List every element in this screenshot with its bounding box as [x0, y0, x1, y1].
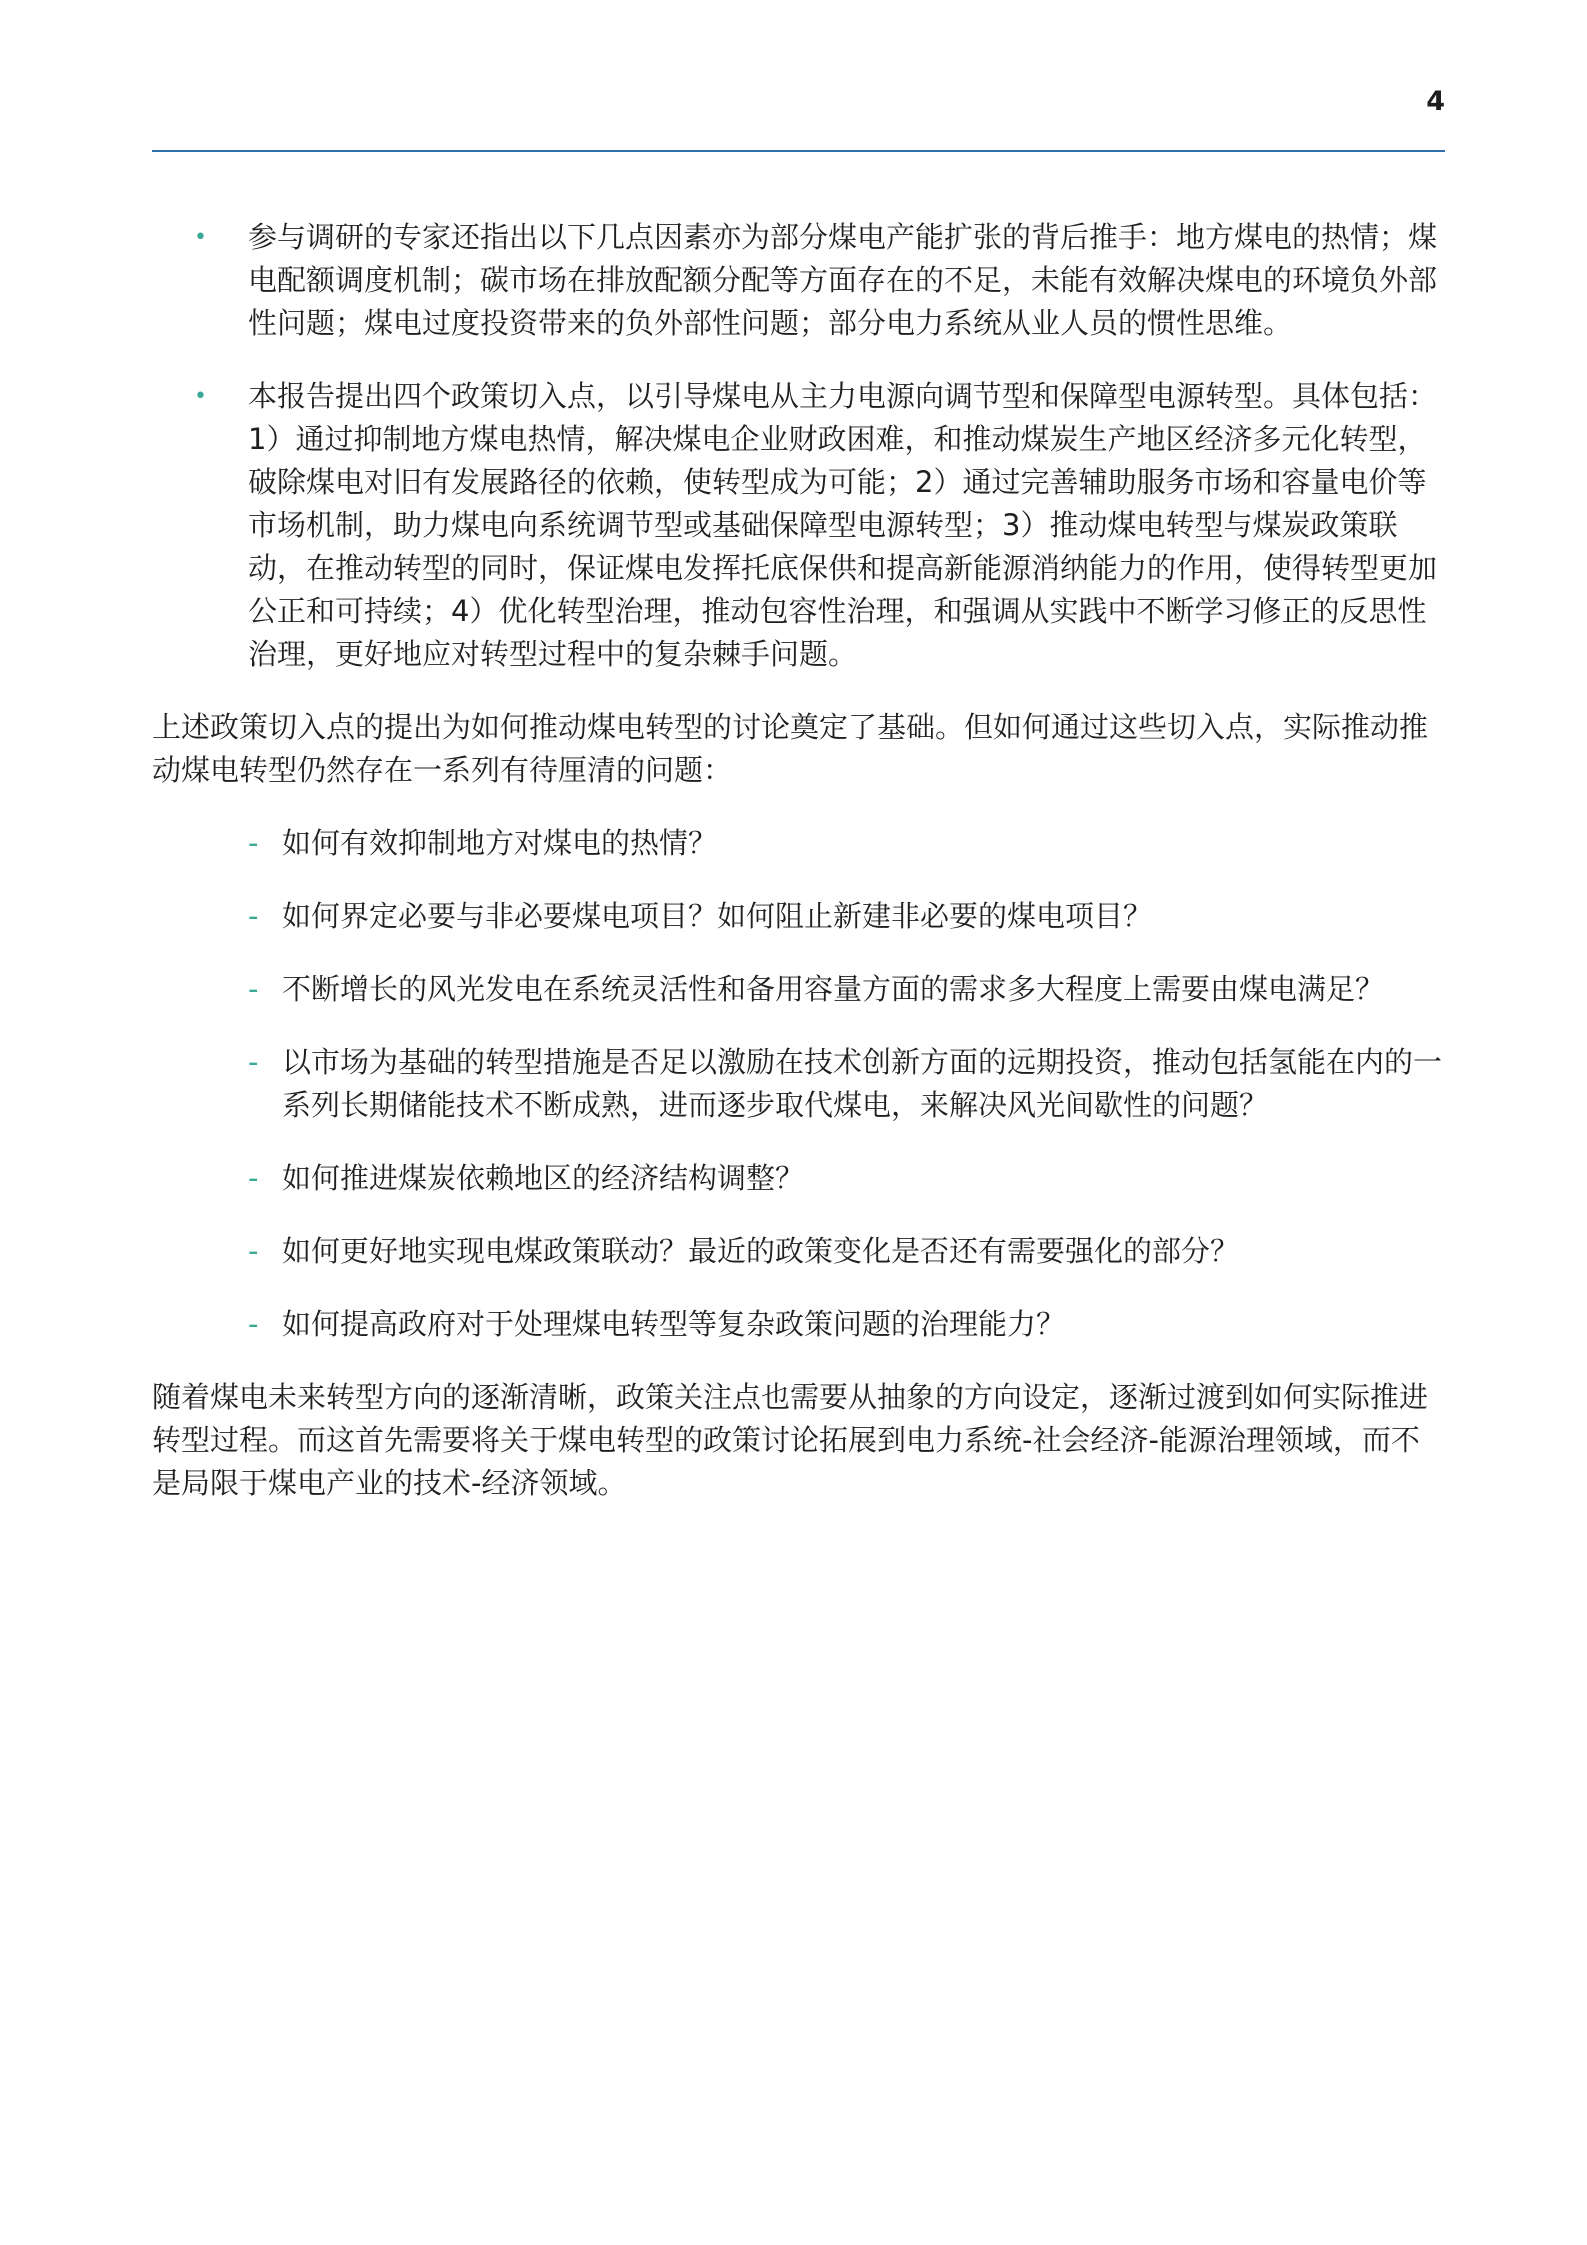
bullet-text: 本报告提出四个政策切入点，以引导煤电从主力电源向调节型和保障型电源转型。具体包括：1）通过抑制地方煤电热情，解决煤电企业财政困难，和推动煤炭生产地区经济多元化转型，破除煤电对旧有发展路径的依赖，使转型成为可能；2）通过完善辅助服务市场和容量电价等市场机制，助力煤电向系统调节型或基础保障型电源转型；3）推动煤电转型与煤炭政策联动，在推动转型的同时，保证煤电发挥托底保供和提高新能源消纳能力的作用，使得转型更加公正和可持续；4）优化转型治理，推动包容性治理，和强调从实践中不断学习修正的反思性治理，更好地应对转型过程中的复杂棘手问题。	[248, 379, 1438, 671]
bullet-item	[152, 216, 1445, 345]
dash-icon: -	[248, 1307, 259, 1341]
dash-icon: -	[248, 972, 259, 1006]
question-item	[152, 822, 1445, 865]
question-item	[152, 1230, 1445, 1273]
intro-paragraph: 上述政策切入点的提出为如何推动煤电转型的讨论奠定了基础。但如何通过这些切入点，实际推动推动煤电转型仍然存在一系列有待厘清的问题：	[152, 710, 1429, 787]
bullet-text: 参与调研的专家还指出以下几点因素亦为部分煤电产能扩张的背后推手：地方煤电的热情；煤电配额调度机制；碳市场在排放配额分配等方面存在的不足，未能有效解决煤电的环境负外部性问题；煤电过度投资带来的负外部性问题；部分电力系统从业人员的惯性思维。	[248, 220, 1438, 340]
dash-icon: -	[248, 1045, 259, 1079]
question-text: 如何更好地实现电煤政策联动？最近的政策变化是否还有需要强化的部分？	[282, 1234, 1240, 1268]
dash-icon: -	[248, 826, 259, 860]
question-item	[152, 1041, 1445, 1127]
header-divider	[152, 150, 1445, 152]
key-findings-list	[152, 216, 1445, 676]
question-text: 如何有效抑制地方对煤电的热情？	[282, 826, 718, 860]
dash-icon: -	[248, 1161, 259, 1195]
question-text: 如何推进煤炭依赖地区的经济结构调整？	[282, 1161, 805, 1195]
question-item	[152, 1303, 1445, 1346]
bullet-dot-icon: •	[194, 384, 207, 409]
question-text: 不断增长的风光发电在系统灵活性和备用容量方面的需求多大程度上需要由煤电满足？	[282, 972, 1385, 1006]
question-text: 以市场为基础的转型措施是否足以激励在技术创新方面的远期投资，推动包括氢能在内的一系列长期储能技术不断成熟，进而逐步取代煤电，来解决风光间歇性的问题？	[282, 1045, 1443, 1122]
question-text: 如何界定必要与非必要煤电项目？如何阻止新建非必要的煤电项目？	[282, 899, 1153, 933]
page-content	[152, 216, 1445, 1535]
question-item	[152, 968, 1445, 1011]
bullet-dot-icon: •	[194, 225, 207, 250]
page-number: 4	[1426, 86, 1445, 117]
question-item	[152, 895, 1445, 938]
dash-icon: -	[248, 899, 259, 933]
bullet-item	[152, 375, 1445, 676]
dash-icon: -	[248, 1234, 259, 1268]
questions-list	[152, 822, 1445, 1346]
closing-paragraph: 随着煤电未来转型方向的逐渐清晰，政策关注点也需要从抽象的方向设定，逐渐过渡到如何实际推进转型过程。而这首先需要将关于煤电转型的政策讨论拓展到电力系统-社会经济-能源治理领域，而不是局限于煤电产业的技术-经济领域。	[152, 1380, 1429, 1500]
question-item	[152, 1157, 1445, 1200]
question-text: 如何提高政府对于处理煤电转型等复杂政策问题的治理能力？	[282, 1307, 1066, 1341]
